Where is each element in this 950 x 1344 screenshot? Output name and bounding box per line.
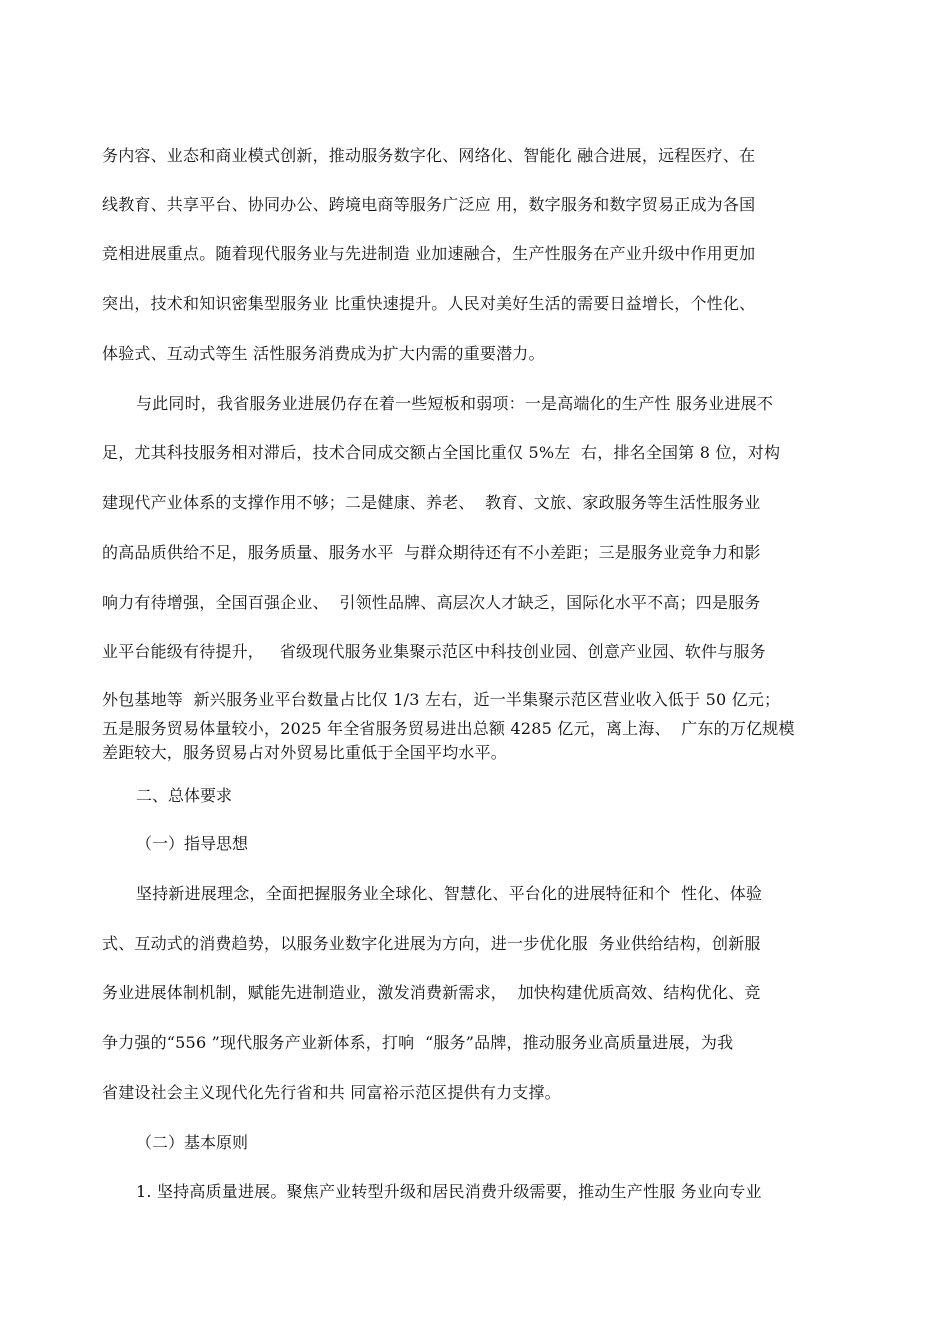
paragraph-line: 线教育、共享平台、协同办公、跨境电商等服务广泛应 用，数字服务和数字贸易正成为各国 bbox=[102, 195, 756, 214]
paragraph-line: 1. 坚持高质量进展。聚焦产业转型升级和居民消费升级需要，推动生产性服 务业向专业 bbox=[136, 1182, 762, 1201]
paragraph-line: 建现代产业体系的支撑作用不够；二是健康、养老、 教育、文旅、家政服务等生活性服务业 bbox=[102, 493, 761, 512]
paragraph-line: 与此同时，我省服务业进展仍存在着一些短板和弱项：一是高端化的生产性 服务业进展不 bbox=[136, 394, 774, 413]
paragraph-line: 竞相进展重点。随着现代服务业与先进制造 业加速融合，生产性服务在产业升级中作用更加 bbox=[102, 244, 756, 263]
paragraph-line: 争力强的“556 ”现代服务产业新体系，打响 “服务”品牌，推动服务业高质量进展，为我 bbox=[102, 1033, 734, 1052]
paragraph-line: 体验式、互动式等生 活性服务消费成为扩大内需的重要潜力。 bbox=[102, 344, 545, 363]
paragraph-line: 五是服务贸易体量较小，2025 年全省服务贸易进出总额 4285 亿元，离上海、 广东的万亿规模 bbox=[102, 719, 795, 738]
paragraph-line: 务业进展体制机制，赋能先进制造业，激发消费新需求， 加快构建优质高效、结构优化、竞 bbox=[102, 983, 761, 1002]
paragraph-line: 坚持新进展理念，全面把握服务业全球化、智慧化、平台化的进展特征和个 性化、体验 bbox=[136, 884, 763, 903]
paragraph-line: 业平台能级有待提升， 省级现代服务业集聚示范区中科技创业园、创意产业园、软件与服务 bbox=[102, 642, 766, 661]
subsection-heading: （一）指导思想 bbox=[136, 834, 249, 853]
paragraph-line: 的高品质供给不足，服务质量、服务水平 与群众期待还有不小差距；三是服务业竞争力和影 bbox=[102, 543, 761, 562]
paragraph-line: 省建设社会主义现代化先行省和共 同富裕示范区提供有力支撑。 bbox=[102, 1083, 561, 1102]
paragraph-line: 外包基地等 新兴服务业平台数量占比仅 1/3 左右，近一半集聚示范区营业收入低于 50 亿元； bbox=[102, 690, 781, 709]
paragraph-line: 务内容、业态和商业模式创新，推动服务数字化、网络化、智能化 融合进展，远程医疗、在 bbox=[102, 146, 756, 165]
paragraph-line: 足，尤其科技服务相对滞后，技术合同成交额占全国比重仅 5%左 右，排名全国第 8 位，对构 bbox=[102, 443, 781, 462]
section-heading: 二、总体要求 bbox=[136, 786, 233, 805]
paragraph-line: 式、互动式的消费趋势，以服务业数字化进展为方向，进一步优化服 务业供给结构，创新服 bbox=[102, 934, 761, 953]
subsection-heading: （二）基本原则 bbox=[136, 1133, 249, 1152]
paragraph-line: 差距较大，服务贸易占对外贸易比重低于全国平均水平。 bbox=[102, 743, 508, 762]
paragraph-line: 突出，技术和知识密集型服务业 比重快速提升。人民对美好生活的需要日益增长，个性化、 bbox=[102, 294, 756, 313]
paragraph-line: 响力有待增强，全国百强企业、 引领性品牌、高层次人才缺乏，国际化水平不高；四是服务 bbox=[102, 593, 761, 612]
